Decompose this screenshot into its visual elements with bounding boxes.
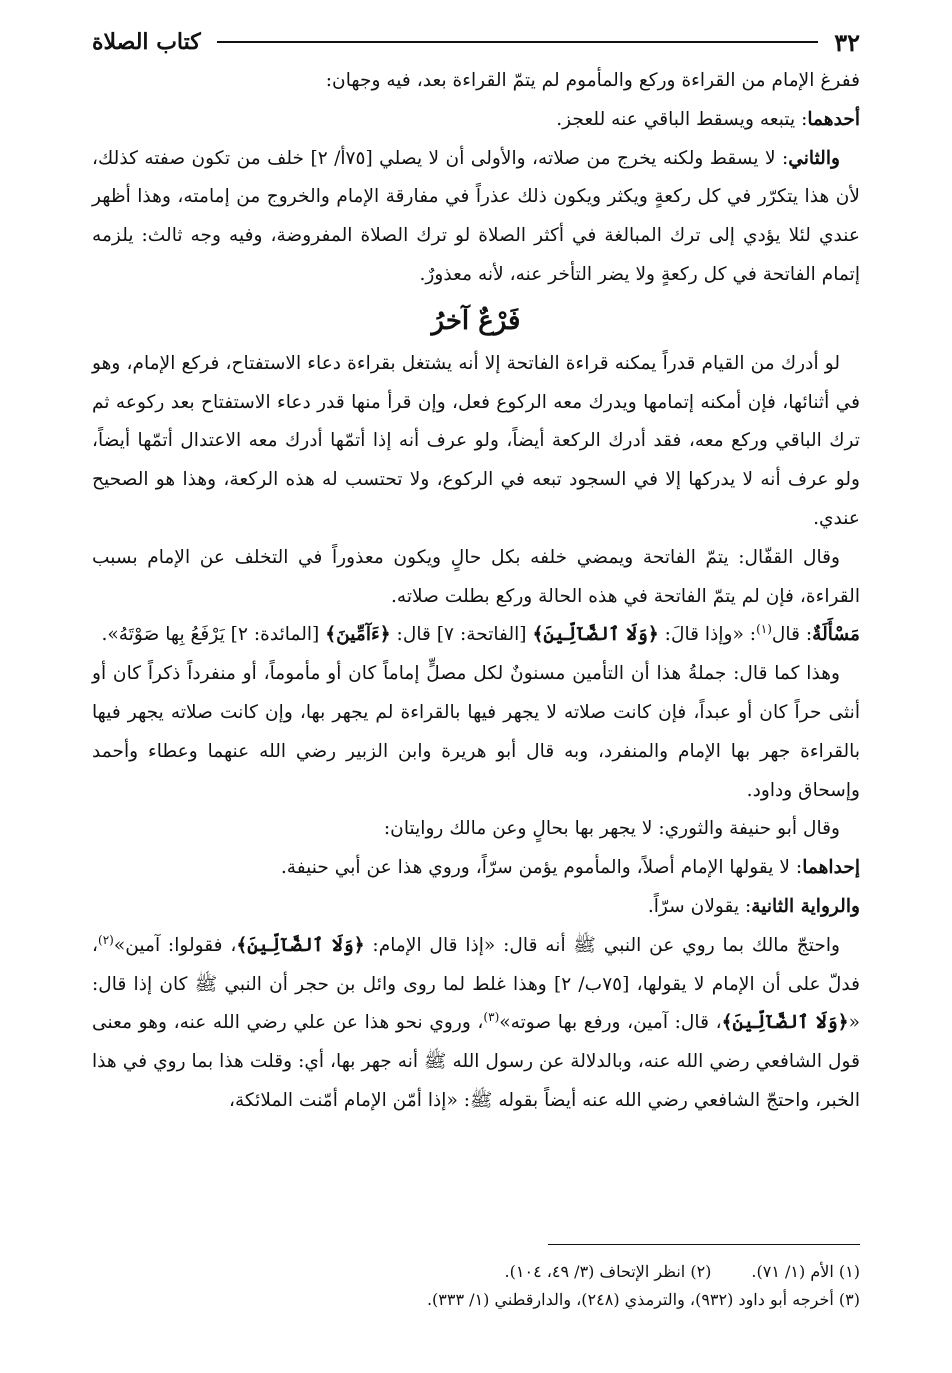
running-title: كتاب الصلاة [92, 29, 201, 55]
quran-quote: ﴿وَلَا ٱلضَّآلِّينَ﴾ [721, 1012, 849, 1034]
footnote-2: (٢) انظر الإتحاف (٣/ ٤٩، ١٠٤). [504, 1262, 712, 1281]
paragraph-2: أحدهما: يتبعه ويسقط الباقي عنه للعجز. [556, 108, 860, 130]
paragraph-3: والثاني: لا يسقط ولكنه يخرج من صلاته، والأولى أن لا يصلي [٧٥أ/ ٢] خلف من تكون صفته كذلك، لأن هذا يتكرّر في كل ركعةٍ ويكثر ويكون ذلك عذراً في مفارقة الإمام والخروج من إمامته، وهذا أظهر عندي لئلا يؤدي إلى ترك المبالغة في أكثر الصلاة لو ترك الصلاة المفروضة، وفيه وجه ثالث: يلزمه إتمام الفاتحة في كل ركعةٍ ولا يضر التأخر عنه، لأنه معذورٌ. [92, 147, 860, 285]
paragraph-7: وهذا كما قال: جملةُ هذا أن التأمين مسنونٌ لكل مصلٍّ إماماً كان أو مأموماً، أو منفرداً ذكراً كان أو أنثى حراً كان أو عبداً، فإن كانت صلاته لا يجهر فيها بالقراءة لم يجهر بها، وإن كانت صلاته يجهر فيها بالقراءة جهر بها الإمام والمنفرد، وبه قال أبو هريرة وابن الزبير رضي الله عنهما وعطاء وأحمد وإسحاق وداود. [92, 663, 860, 801]
paragraph-6: مَسْأَلَةٌ: قال$^{(١)}$: «وإذا قالَ: ﴿وَلَا ٱلضَّآلِّينَ﴾ [الفاتحة: ٧] قال: ﴿ءَآمِّينَ﴾ [المائدة: ٢] يَرْفَعُ بِها صَوْتَهُ». [101, 622, 860, 646]
label-second-narration: والرواية الثانية [751, 895, 860, 917]
section-heading: فَرْعٌ آخرُ [431, 305, 521, 336]
quran-quote: ﴿وَلَا ٱلضَّآلِّينَ﴾ [532, 624, 659, 646]
footnote-3: (٣) أخرجه أبو داود (٩٣٢)، والترمذي (٢٤٨)، والدارقطني (١/ ٣٣٣). [426, 1290, 860, 1309]
page-header [92, 22, 860, 62]
label-masala: مَسْأَلَةٌ [812, 624, 860, 646]
footnote-ref-3[interactable]: (٣) [483, 1010, 500, 1025]
footnote-ref-2[interactable]: (٢) [98, 932, 114, 947]
footnotes [92, 1258, 860, 1314]
footnote-ref-1[interactable]: (١) [756, 622, 772, 637]
footnote-1: (١) الأم (١/ ٧١). [751, 1262, 860, 1281]
paragraph-8: وقال أبو حنيفة والثوري: لا يجهر بها بحالٍ وعن مالك روايتان: [383, 818, 840, 840]
footnote-line [92, 1258, 860, 1286]
page-number: ٣٢ [834, 27, 860, 57]
paragraph-4: لو أدرك من القيام قدراً يمكنه قراءة الفاتحة إلا أنه يشتغل بقراءة دعاء الاستفتاح، فركع الإمام، وهو في أثنائها، فإن أمكنه إتمامها ويدرك معه الركوع فعل، وإن قرأ منها قدر دعاء الاستفتاح بعد ركوعه ثم ترك الباقي وركع معه، فقد أدرك الركعة أيضاً، ولو عرف أنه إذا أتمّها أدرك معه الاعتدال أتمّها أيضاً، ولو عرف أنه لا يدركها إلا في السجود تبعه في الركوع، ولا تحتسب له هذه الركعة، وهذا هو الصحيح عندي. [92, 352, 860, 529]
quran-quote: ﴿ءَآمِّينَ﴾ [325, 624, 391, 646]
label-first: أحدهما [807, 108, 860, 130]
paragraph-9: إحداهما: لا يقولها الإمام أصلاً، والمأموم يؤمن سرّاً، وروي هذا عن أبي حنيفة. [280, 857, 860, 879]
label-second: والثاني [788, 147, 840, 169]
footnote-line [92, 1286, 860, 1314]
paragraph-10: والرواية الثانية: يقولان سرّاً. [647, 895, 860, 917]
paragraph-5: وقال القفّال: يتمّ الفاتحة ويمضي خلفه بكل حالٍ ويكون معذوراً في التخلف عن الإمام بسبب القراءة، فإن لم يتمّ الفاتحة في هذه الحالة وركع بطلت صلاته. [92, 546, 860, 607]
paragraph-1: ففرغ الإمام من القراءة وركع والمأموم لم يتمّ القراءة بعد، فيه وجهان: [325, 70, 860, 91]
main-text [92, 62, 860, 1121]
header-rule [217, 41, 818, 43]
footnote-separator [548, 1244, 860, 1245]
paragraph-11: واحتجّ مالك بما روي عن النبي ﷺ أنه قال: «إذا قال الإمام: ﴿وَلَا ٱلضَّآلِّينَ﴾، فقولوا: آمين»$^{(٢)}$، فدلّ على أن الإمام لا يقولها، [٧٥ب/ ٢] وهذا غلط لما روى وائل بن حجر أن النبي ﷺ كان إذا قال: «﴿وَلَا ٱلضَّآلِّينَ﴾، قال: آمين، ورفع بها صوته»$^{(٣)}$، وروي نحو هذا عن علي رضي الله عنه، وهو معنى قول الشافعي رضي الله عنه، وبالدلالة عن رسول الله ﷺ أنه جهر بها، أي: وقلت هذا بما روي في هذا الخبر، واحتجّ الشافعي رضي الله عنه أيضاً بقوله ﷺ: «إذا أمّن الإمام أمّنت الملائكة، [92, 932, 860, 1111]
quran-quote: ﴿وَلَا ٱلضَّآلِّينَ﴾ [236, 934, 365, 956]
label-ihdahuma: إحداهما [802, 857, 860, 879]
